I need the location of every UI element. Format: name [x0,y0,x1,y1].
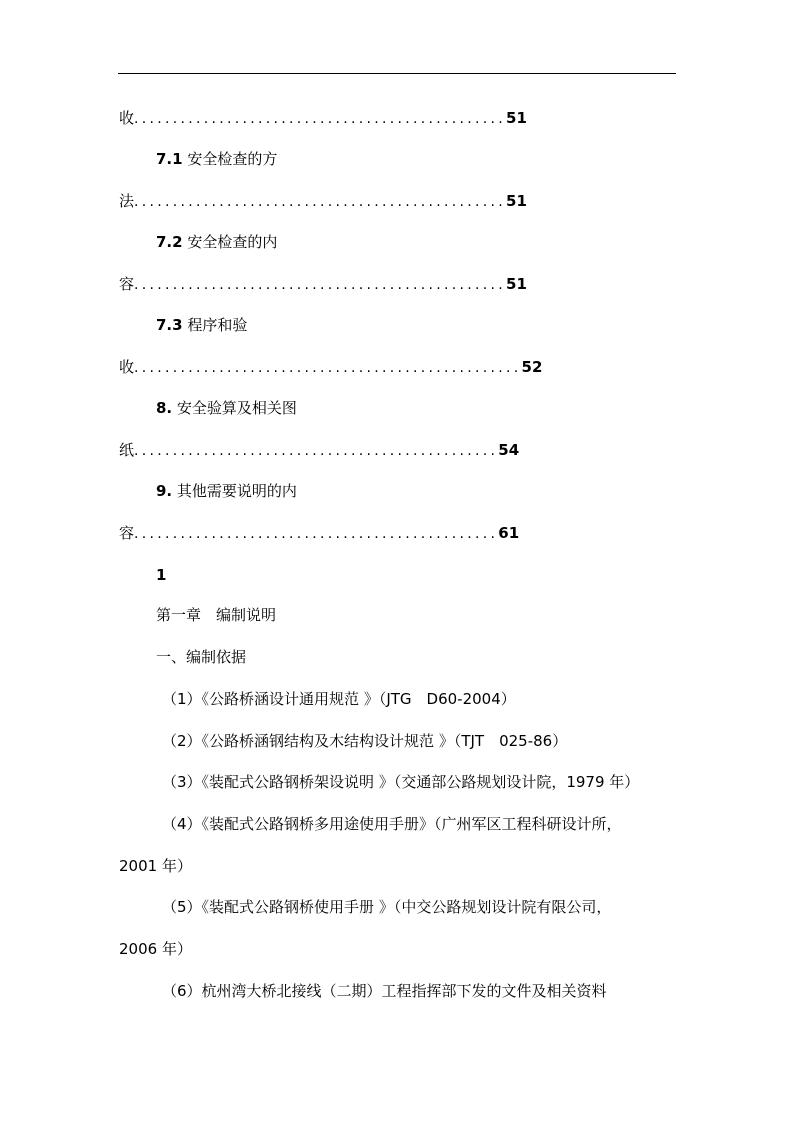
reference-text: 《装配式公路钢桥多用途使用手册》（广州军区工程科研设计所， [201,815,622,833]
toc-leader-dots: ............................................... [134,526,499,542]
toc-heading-number: 7.1 [156,150,183,168]
reference-number: （3） [162,773,202,791]
toc-leader-dots: ................................................ [134,194,507,210]
toc-leader-dots: ................................................ [134,277,507,293]
reference-number: （6） [162,982,202,1000]
header-rule [118,73,676,74]
toc-heading-7-1[interactable] [156,149,277,169]
toc-leader-dots: .................................................. [134,360,522,376]
toc-entry-content-2[interactable] [119,523,519,544]
toc-entry-char: 容 [119,524,135,542]
toc-entry-char: 法 [119,192,135,210]
toc-entry-method[interactable] [119,191,527,212]
reference-text: 《公路桥涵钢结构及木结构设计规范 》（TJT 025-86） [201,732,568,750]
toc-page-number: 51 [506,109,527,127]
toc-entry-char: 容 [119,275,135,293]
reference-item-6 [162,981,607,1001]
page-number: 1 [156,566,167,584]
toc-heading-8[interactable] [156,398,297,418]
section-title: 一、编制依据 [156,648,247,666]
toc-page-number: 51 [506,275,527,293]
reference-item-2 [162,731,567,751]
toc-heading-number: 8. [156,399,173,417]
toc-heading-number: 9. [156,482,173,500]
toc-heading-7-2[interactable] [156,232,277,252]
toc-heading-number: 7.3 [156,316,183,334]
toc-entry-receipt-2[interactable] [119,357,542,378]
reference-item-1 [162,689,516,709]
reference-text: 杭州湾大桥北接线（二期）工程指挥部下发的文件及相关资料 [201,982,607,1000]
reference-item-5-continuation: 2006 年） [119,940,192,958]
toc-heading-number: 7.2 [156,233,183,251]
reference-item-5 [162,897,611,917]
reference-text: 《装配式公路钢桥架设说明 》（交通部公路规划设计院，1979 年） [201,773,640,791]
toc-heading-title: 安全检查的方 [187,150,278,168]
toc-entry-char: 纸 [119,441,135,459]
toc-entry-drawing[interactable] [119,440,519,461]
reference-text: 《装配式公路钢桥使用手册 》（中交公路规划设计院有限公司， [201,898,612,916]
chapter-title: 第一章 编制说明 [156,606,277,624]
reference-text: 《公路桥涵设计通用规范 》（JTG D60-2004） [201,690,516,708]
toc-entry-char: 收 [119,358,135,376]
toc-page-number: 52 [521,358,543,376]
reference-item-4 [162,814,622,834]
reference-item-4-continuation: 2001 年） [119,857,192,875]
toc-heading-title: 安全验算及相关图 [176,399,297,417]
toc-heading-title: 安全检查的内 [187,233,278,251]
reference-number: （4） [162,815,202,833]
toc-heading-title: 程序和验 [187,316,248,334]
toc-heading-7-3[interactable] [156,315,247,335]
toc-page-number: 51 [506,192,527,210]
toc-leader-dots: ................................................ [134,111,507,127]
toc-heading-title: 其他需要说明的内 [176,482,297,500]
toc-entry-receipt-1[interactable] [119,108,527,129]
toc-entry-char: 收 [119,109,135,127]
reference-number: （2） [162,732,202,750]
toc-page-number: 54 [498,441,520,459]
reference-number: （1） [162,690,202,708]
reference-item-3 [162,772,639,792]
reference-number: （5） [162,898,202,916]
toc-heading-9[interactable] [156,481,297,501]
toc-page-number: 61 [498,524,520,542]
toc-entry-content-1[interactable] [119,274,527,295]
toc-leader-dots: ............................................... [134,443,499,459]
